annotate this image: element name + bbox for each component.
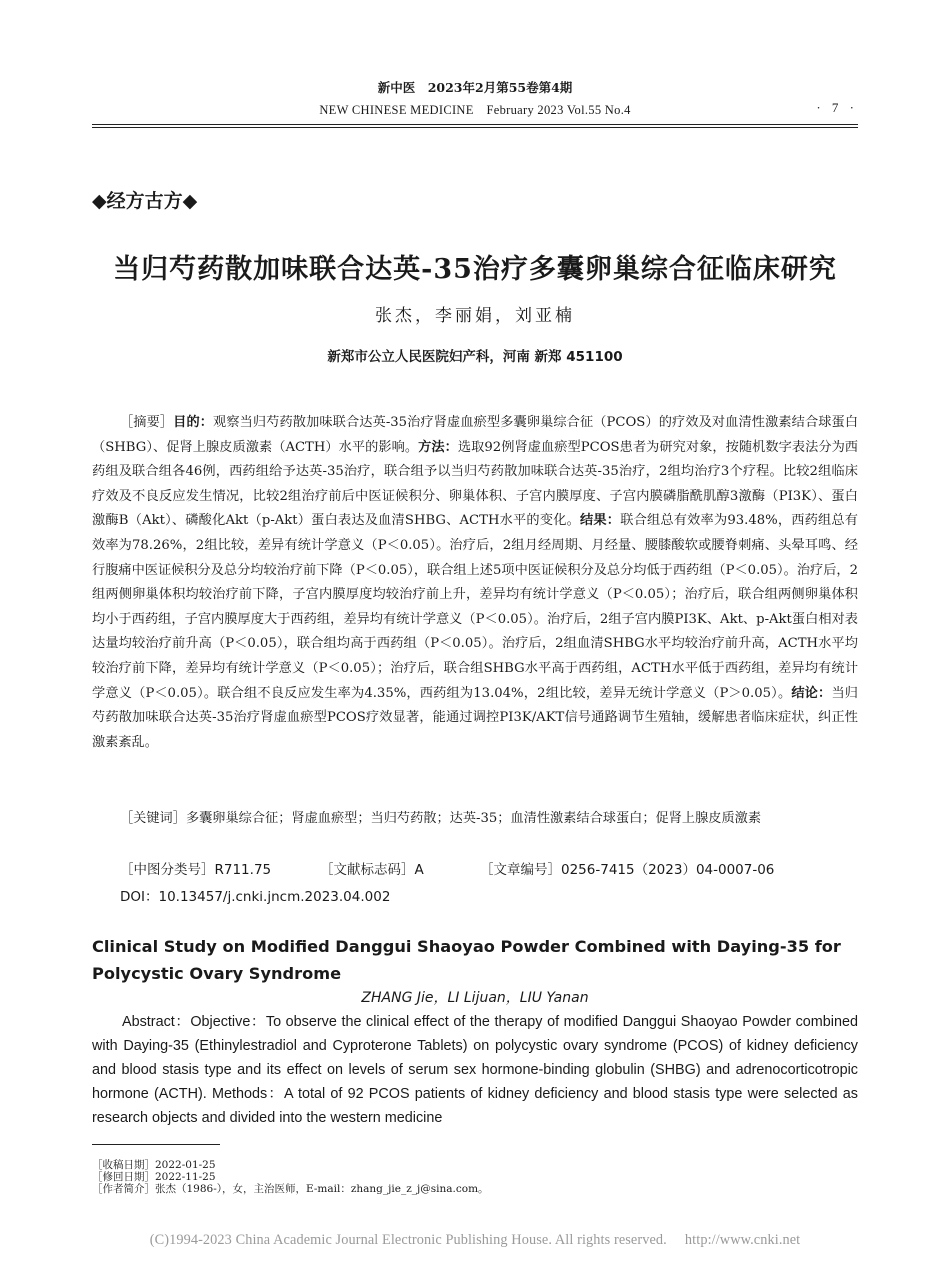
abstract-en-label: Abstract： [122,1014,191,1030]
clc-number: ［中图分类号］R711.75 [120,862,272,878]
article-number: ［文章编号］0256-7415（2023）04-0007-06 [480,862,775,878]
conclusion-text: 当归芍药散加味联合达英-35治疗肾虚血瘀型PCOS疗效显著，能通过调控PI3K/AKT信号通路调节生殖轴，缓解患者临床症状，纠正性激素紊乱。 [92,685,858,750]
authors-cn: 张杰，李丽娟，刘亚楠 [375,306,575,326]
abstract-en [92,1010,858,1130]
keywords-label: ［关键词］ [120,811,186,826]
methods-en-label: Methods： [211,1086,284,1102]
keywords-text: 多囊卵巢综合征；肾虚血瘀型；当归芍药散；达英-35；血清性激素结合球蛋白；促肾上腺皮质激素 [185,811,762,826]
journal-header-cn: 新中医 2023年2月第55卷第4期 [377,80,573,95]
footnote-rule [92,1144,220,1145]
cnki-watermark: (C)1994-2023 China Academic Journal Electronic Publishing House. All rights reserved. http://www.cnki.net [149,1232,801,1248]
footnote-received: ［收稿日期］2022-01-25 [92,1159,216,1171]
results-text: 联合组总有效率为93.48%，西药组总有效率为78.26%，2组比较，差异有统计学意义（P＜0.05）。治疗后，2组月经周期、月经量、腰膝酸软或腰脊刺痛、头晕耳鸣、经行腹痛中医证候积分及总分均较治疗前下降（P＜0.05），联合组上述5项中医证候积分及总分均低于西药组（P＜0.05）。治疗后，2组两侧卵巢体积均较治疗前下降，子宫内膜厚度均较治疗前上升，差异均有统计学意义（P＜0.05）；治疗后，联合组两侧卵巢体积均小于西药组，子宫内膜厚度大于西药组，差异均有统计学意义（P＜0.05）。治疗后，2组子宫内膜PI3K、Akt、p-Akt蛋白相对表达量均较治疗前升高（P＜0.05），联合组均高于西药组（P＜0.05）。治疗后，2组血清SHBG水平均较治疗前升高，ACTH水平均较治疗前下降，差异均有统计学意义（P＜0.05）；治疗后，联合组SHBG水平高于西药组，ACTH水平低于西药组，差异均有统计学意义（P＜0.05）。联合组不良反应发生率为4.35%，西药组为13.04%，2组比较，差异无统计学意义（P＞0.05）。 [92,513,858,701]
page-number: · 7 · [816,100,858,115]
keywords [92,807,858,832]
affiliation-cn: 新郑市公立人民医院妇产科，河南 新郑 451100 [327,349,623,365]
footnote-revised: ［修回日期］2022-11-25 [92,1171,216,1183]
document-code: ［文献标志码］A [320,862,424,878]
authors-en: ZHANG Jie，LI Lijuan，LIU Yanan [361,990,589,1006]
objective-en-text: To observe the clinical effect of the therapy of modified Danggui Shaoyao Powder combined with Daying-35 (Ethinylestradiol and Cyproterone Tablets) on polycystic ovary syndrome (PCOS) of kidney deficiency and blood stasis type and its effect on levels of serum sex hormone-binding globulin (SHBG) and adrenocorticotropic hormone (ACTH). [92,1014,858,1102]
article-title-en: Clinical Study on Modified Danggui Shaoyao Powder Combined with Daying-35 for Polycystic Ovary Syndrome [92,937,841,983]
methods-en-text: A total of 92 PCOS patients of kidney deficiency and blood stasis type were selected as research objects and divided into the western medicine [92,1086,858,1126]
header-rule-bottom [92,127,858,128]
footnote-author-info: ［作者简介］张杰（1986-），女，主治医师，E-mail：zhang_jie_z_j@sina.com。 [92,1183,489,1195]
abstract-cn [92,411,858,755]
methods-label: 方法： [418,439,458,455]
journal-header-en: NEW CHINESE MEDICINE February 2023 Vol.55 No.4 [319,103,631,117]
doi: DOI：10.13457/j.cnki.jncm.2023.04.002 [120,889,391,905]
objective-en-label: Objective： [190,1014,266,1030]
classification-line [120,858,860,878]
section-label: ◆经方古方◆ [92,190,198,212]
objective-label: 目的： [173,415,214,430]
abstract-label: ［摘要］ [120,415,174,430]
article-title-cn: 当归芍药散加味联合达英-35治疗多囊卵巢综合征临床研究 [113,254,837,285]
methods-text: 选取92例肾虚血瘀型PCOS患者为研究对象，按随机数字表法分为西药组及联合组各46例，西药组给予达英-35治疗，联合组予以当归芍药散加味联合达英-35治疗，2组均治疗3个疗程。比较2组临床疗效及不良反应发生情况，比较2组治疗前后中医证候积分、卵巢体积、子宫内膜厚度、子宫内膜磷脂酰肌醇3激酶（PI3K）、蛋白激酶B（Akt）、磷酸化Akt（p-Akt）蛋白表达及血清SHBG、ACTH水平的变化。 [92,439,858,529]
header-rule-top [92,124,858,125]
objective-text: 观察当归芍药散加味联合达英-35治疗肾虚血瘀型多囊卵巢综合征（PCOS）的疗效及对血清性激素结合球蛋白（SHBG）、促肾上腺皮质激素（ACTH）水平的影响。 [92,415,859,455]
conclusion-label: 结论： [791,685,832,701]
results-label: 结果： [580,513,621,529]
